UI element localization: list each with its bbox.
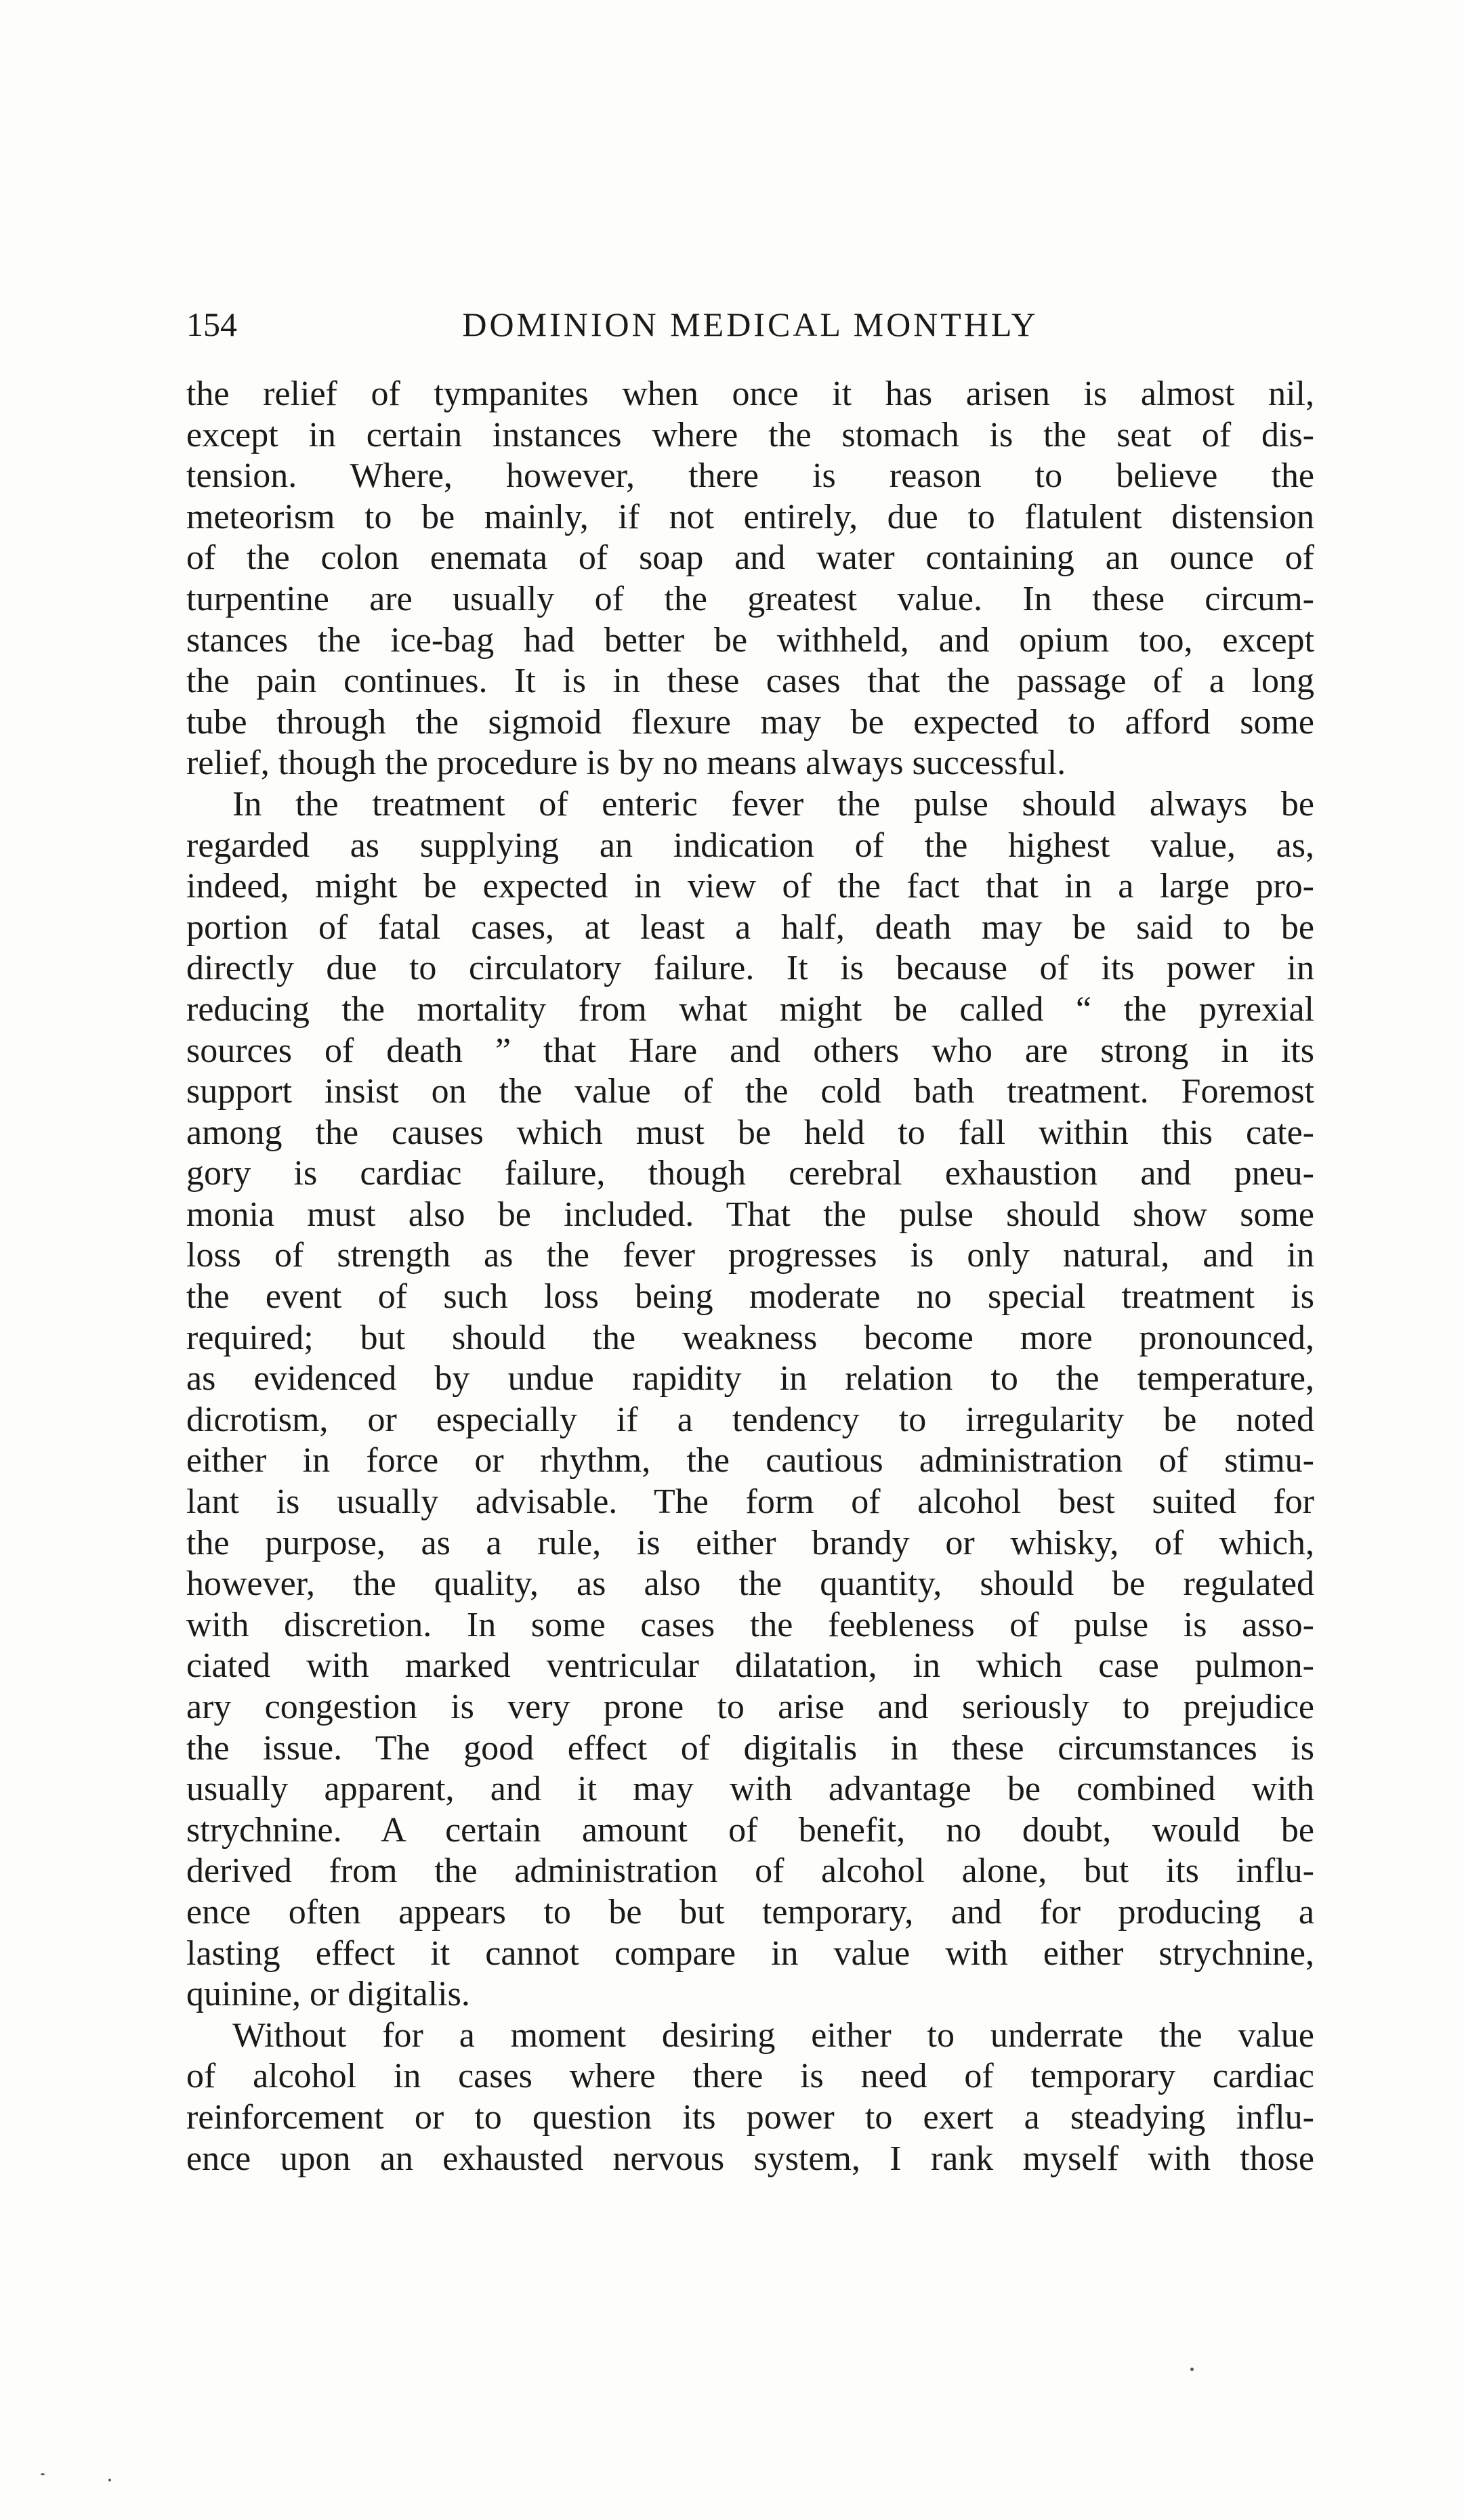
text-line: either in force or rhythm, the cautious administration of stimu- bbox=[186, 1441, 1314, 1480]
text-line: support insist on the value of the cold bath treatment. Foremost bbox=[186, 1072, 1314, 1111]
text-line: derived from the administration of alcohol alone, but its influ- bbox=[186, 1852, 1314, 1891]
scan-speck bbox=[1190, 2368, 1194, 2371]
text-line: ciated with marked ventricular dilatation, in which case pulmon- bbox=[186, 1646, 1314, 1686]
text-line: the event of such loss being moderate no special treatment is bbox=[186, 1277, 1314, 1317]
text-line: however, the quality, as also the quantity, should be regulated bbox=[186, 1564, 1314, 1604]
text-line: the relief of tympanites when once it has arisen is almost nil, bbox=[186, 375, 1314, 413]
text-line: indeed, might be expected in view of the fact that in a large pro- bbox=[186, 867, 1314, 906]
scan-speck bbox=[108, 2479, 111, 2481]
text-line: meteorism to be mainly, if not entirely, due to flatulent distension bbox=[186, 497, 1314, 536]
text-line: ary congestion is very prone to arise and seriously to prejudice bbox=[186, 1688, 1314, 1726]
text-line: lant is usually advisable. The form of alcohol best suited for bbox=[186, 1482, 1314, 1522]
text-line: the pain continues. It is in these cases that the passage of a long bbox=[186, 662, 1314, 701]
text-line: sources of death ” that Hare and others who are strong in its bbox=[186, 1031, 1314, 1070]
text-line: tension. Where, however, there is reason to believe the bbox=[186, 456, 1314, 496]
text-line: monia must also be included. That the pulse should show some bbox=[186, 1195, 1314, 1234]
text-line: loss of strength as the fever progresses is only natural, and in bbox=[186, 1236, 1314, 1275]
text-line: relief, though the procedure is by no means always successful. bbox=[186, 744, 1066, 783]
text-line: of alcohol in cases where there is need of temporary cardiac bbox=[186, 2057, 1314, 2096]
text-line: reinforcement or to question its power to exert a steadying influ- bbox=[186, 2097, 1314, 2137]
page-number: 154 bbox=[186, 305, 237, 343]
text-line: with discretion. In some cases the feebleness of pulse is asso- bbox=[186, 1605, 1314, 1644]
text-line: portion of fatal cases, at least a half, death may be said to be bbox=[186, 907, 1314, 947]
running-head bbox=[186, 305, 1314, 352]
text-line: ence often appears to be but temporary, and for producing a bbox=[186, 1892, 1314, 1931]
paragraph-start-line: In the treatment of enteric fever the pulse should always be bbox=[232, 784, 1314, 824]
text-line: the purpose, as a rule, is either brandy or whisky, of which, bbox=[186, 1523, 1314, 1562]
text-line: turpentine are usually of the greatest value. In these circum- bbox=[186, 579, 1314, 618]
body-text bbox=[186, 374, 1314, 2179]
text-line: regarded as supplying an indication of the highest value, as, bbox=[186, 826, 1314, 865]
text-line: reducing the mortality from what might be called “ the pyrexial bbox=[186, 989, 1314, 1029]
text-line: except in certain instances where the stomach is the seat of dis- bbox=[186, 415, 1314, 454]
text-line: the issue. The good effect of digitalis in these circumstances is bbox=[186, 1728, 1314, 1768]
text-line: dicrotism, or especially if a tendency to irregularity be noted bbox=[186, 1400, 1314, 1439]
text-line: as evidenced by undue rapidity in relation to the temperature, bbox=[186, 1359, 1314, 1398]
text-line: required; but should the weakness become more pronounced, bbox=[186, 1318, 1314, 1357]
text-line: tube through the sigmoid flexure may be expected to afford some bbox=[186, 702, 1314, 742]
text-line: strychnine. A certain amount of benefit, no doubt, would be bbox=[186, 1810, 1314, 1850]
paragraph-start-line: Without for a moment desiring either to underrate the value bbox=[232, 2015, 1314, 2055]
text-line: directly due to circulatory failure. It is because of its power in bbox=[186, 949, 1314, 988]
text-line: stances the ice-bag had better be withheld, and opium too, except bbox=[186, 620, 1314, 660]
text-line: among the causes which must be held to fall within this cate- bbox=[186, 1113, 1314, 1152]
text-line: gory is cardiac failure, though cerebral exhaustion and pneu- bbox=[186, 1154, 1314, 1193]
scan-speck bbox=[41, 2473, 45, 2475]
text-line: of the colon enemata of soap and water containing an ounce of bbox=[186, 538, 1314, 578]
text-line: quinine, or digitalis. bbox=[186, 1975, 470, 2014]
text-line: usually apparent, and it may with advantage be combined with bbox=[186, 1770, 1314, 1809]
journal-title: DOMINION MEDICAL MONTHLY bbox=[462, 305, 1039, 343]
text-line: lasting effect it cannot compare in value with either strychnine, bbox=[186, 1934, 1314, 1973]
text-line: ence upon an exhausted nervous system, I rank myself with those bbox=[186, 2139, 1314, 2178]
